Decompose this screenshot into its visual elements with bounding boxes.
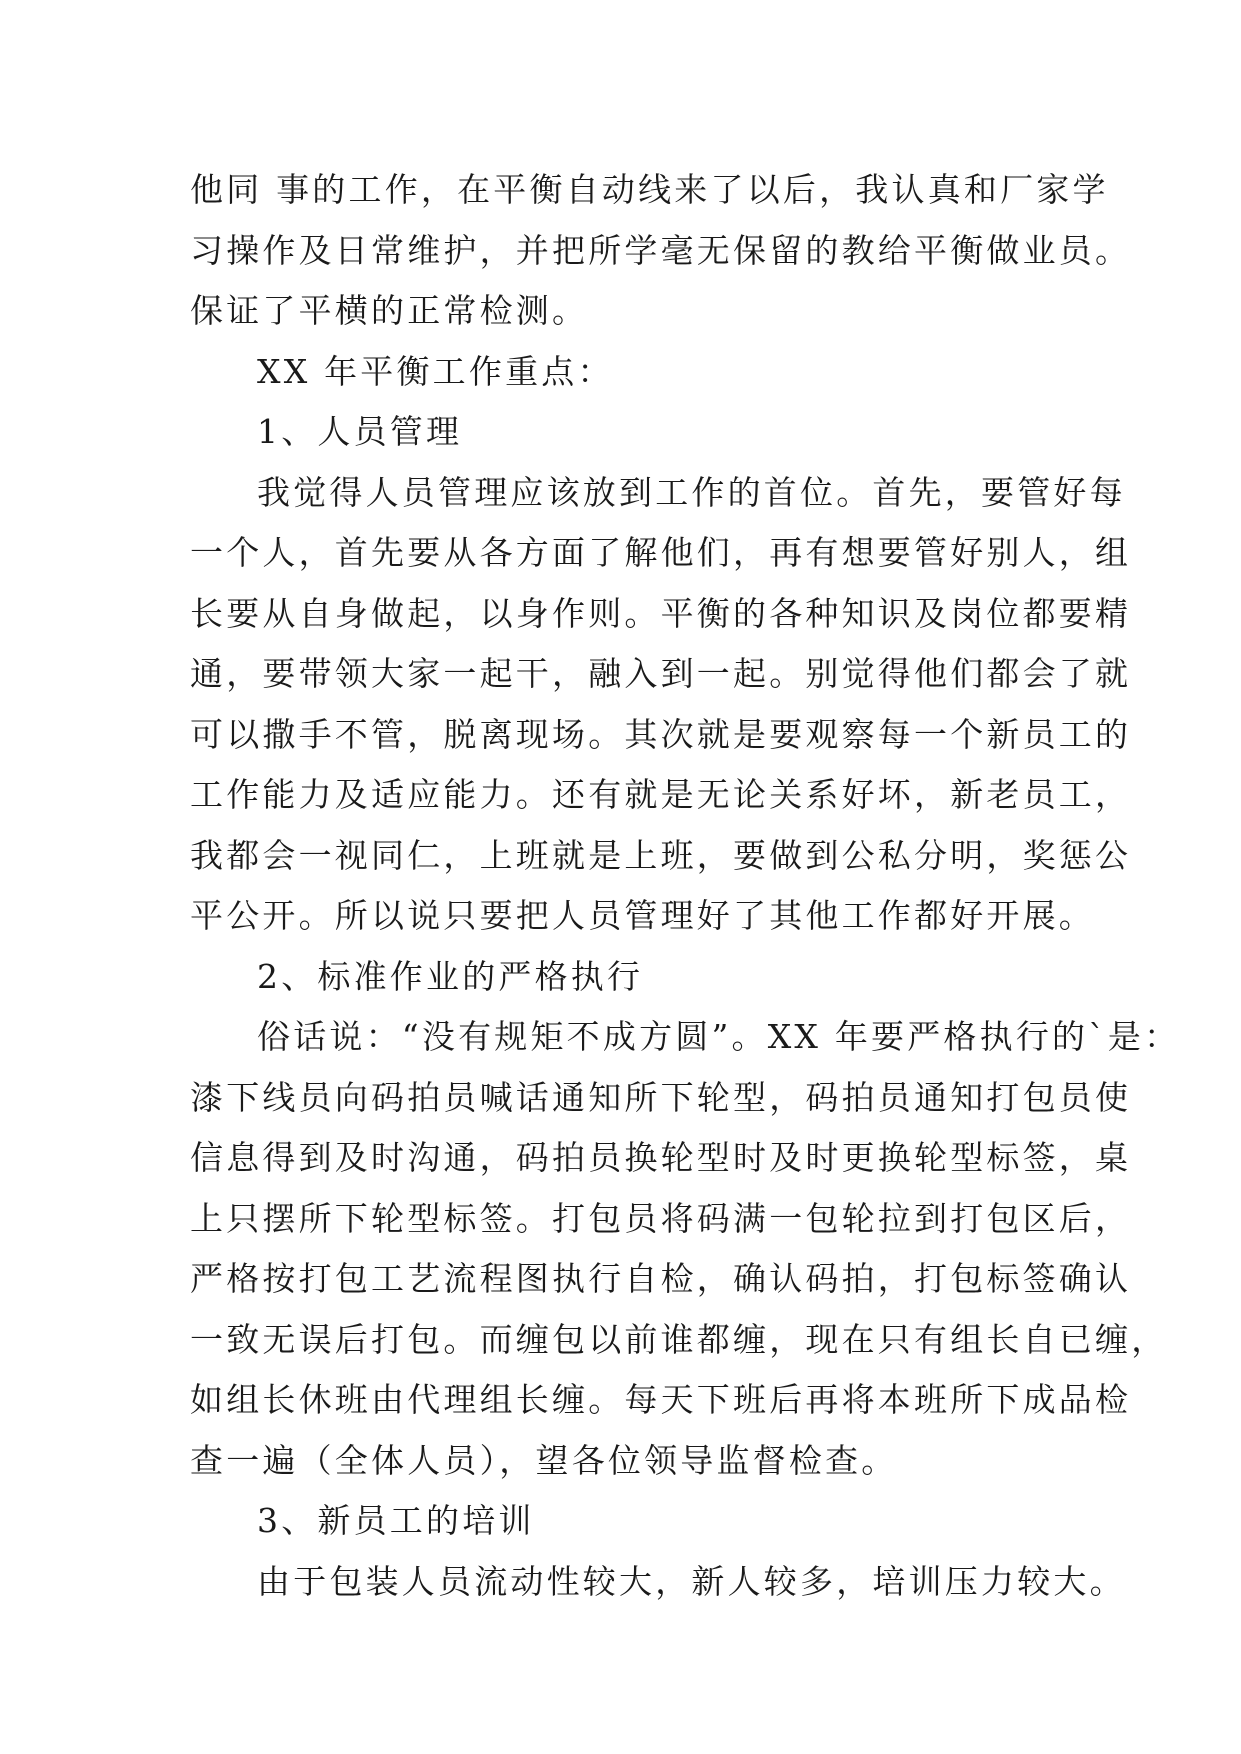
text-line: 信息得到及时沟通，码拍员换轮型时及时更换轮型标签，桌 xyxy=(190,1138,1132,1177)
text-line: 查一遍（全体人员），望各位领导监督检查。 xyxy=(190,1440,898,1480)
text-line: 我都会一视同仁，上班就是上班，要做到公私分明，奖惩公 xyxy=(190,835,1132,875)
section-heading: 3、新员工的培训 xyxy=(257,1501,535,1540)
text-line: 通，要带领大家一起干，融入到一起。别觉得他们都会了就 xyxy=(190,654,1132,693)
text-line: 可以撒手不管，脱离现场。其次就是要观察每一个新员工的 xyxy=(190,714,1132,754)
section-heading: XX 年平衡工作重点： xyxy=(257,351,614,391)
text-line: 保证了平横的正常检测。 xyxy=(190,291,589,330)
text-line: 习操作及日常维护，并把所学毫无保留的教给平衡做业员。 xyxy=(190,230,1132,270)
text-line: 我觉得人员管理应该放到工作的首位。首先，要管好每 xyxy=(257,472,1126,512)
text-line: 长要从自身做起，以身作则。平衡的各种知识及岗位都要精 xyxy=(190,593,1132,633)
text-line: 如组长休班由代理组长缠。每天下班后再将本班所下成品检 xyxy=(190,1380,1132,1419)
section-heading: 1、人员管理 xyxy=(257,412,463,451)
text-line: 上只摆所下轮型标签。打包员将码满一包轮拉到打包区后， xyxy=(190,1198,1132,1238)
body-text xyxy=(190,160,1181,1612)
text-line: 漆下线员向码拍员喊话通知所下轮型，码拍员通知打包员使 xyxy=(190,1077,1132,1117)
text-line: 俗话说：“没有规矩不成方圆”。XX 年要严格执行的`是： xyxy=(257,1017,1181,1056)
text-line: 工作能力及适应能力。还有就是无论关系好坏，新老员工， xyxy=(190,775,1132,814)
text-line: 平公开。所以说只要把人员管理好了其他工作都好开展。 xyxy=(190,896,1095,935)
text-line: 他同 事的工作，在平衡自动线来了以后，我认真和厂家学 xyxy=(190,170,1109,209)
text-line: 由于包装人员流动性较大，新人较多，培训压力较大。 xyxy=(257,1561,1126,1601)
text-line: 严格按打包工艺流程图执行自检，确认码拍，打包标签确认 xyxy=(190,1259,1132,1298)
text-line: 一致无误后打包。而缠包以前谁都缠，现在只有组长自已缠， xyxy=(190,1319,1168,1359)
section-heading: 2、标准作业的严格执行 xyxy=(257,956,644,996)
text-line: 一个人，首先要从各方面了解他们，再有想要管好别人，组 xyxy=(190,533,1132,572)
